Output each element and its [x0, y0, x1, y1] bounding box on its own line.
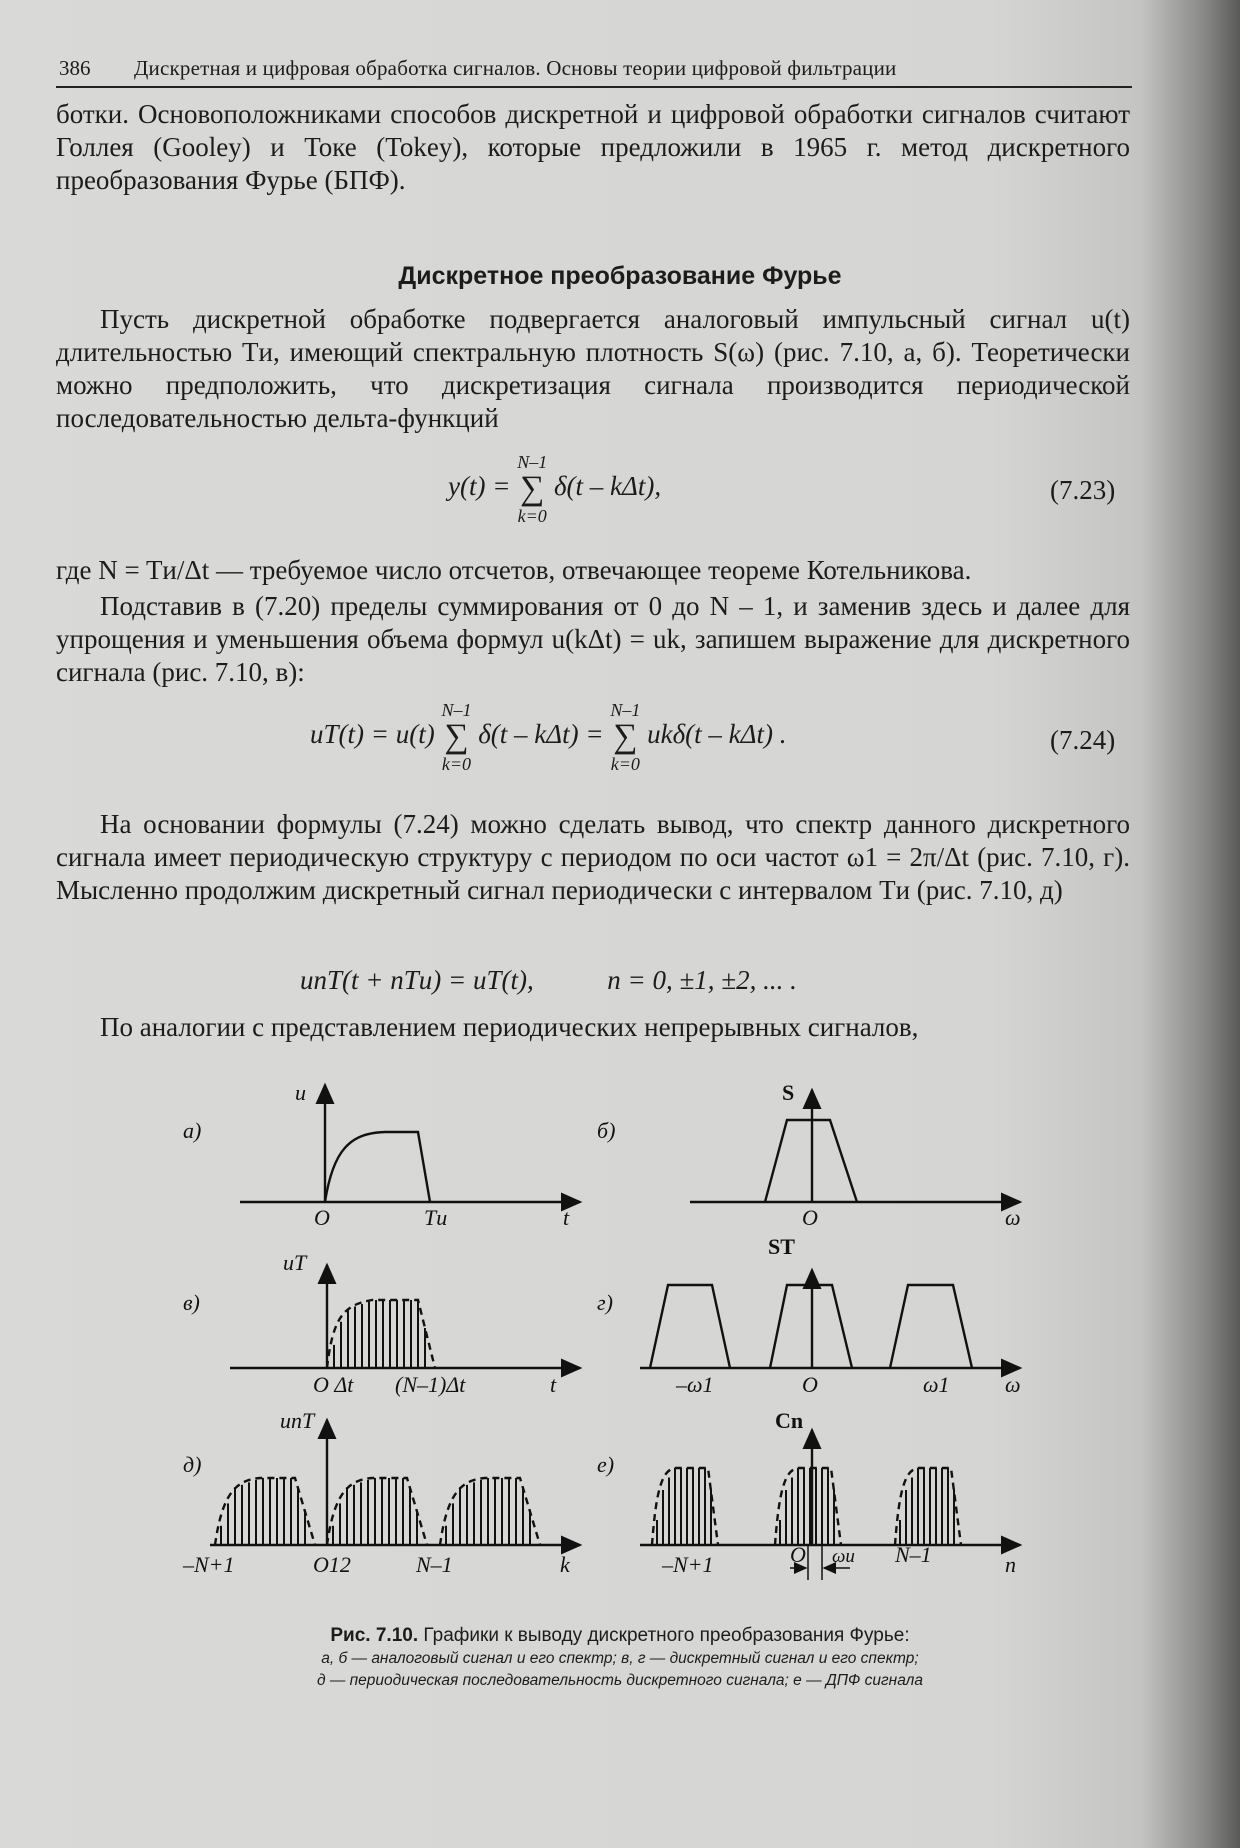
eq-7-24-rhs: ukδ(t – kΔt) .: [647, 719, 787, 750]
eq-7-24-lhs: uT(t) = u(t): [310, 719, 435, 750]
dft-period-left: [652, 1468, 718, 1545]
sample-lines: [657, 1468, 954, 1545]
sample-lines: [221, 1478, 530, 1545]
f-y-label: Cn: [775, 1408, 804, 1433]
a-y-label: u: [295, 1080, 306, 1105]
a-tick-label: Tи: [424, 1205, 448, 1230]
paragraph-5: По аналогии с представлением периодических непрерывных сигналов,: [100, 1012, 919, 1042]
e-tick-neg: –N+1: [183, 1552, 235, 1577]
intro-paragraph: ботки. Основоположниками способов дискретной и цифровой обработки сигналов считают Голлея (Gooley) и Токе (Tokey), которые предложили в 1965 г. метод дискретного преобразования Фурье (БПФ).: [56, 99, 1130, 195]
equation-number-7-24: (7.24): [1050, 725, 1116, 755]
d-tick-neg: –ω1: [676, 1372, 714, 1397]
eq-7-24-sum2-bottom: k=0: [610, 754, 640, 774]
b-y-label: S: [782, 1080, 795, 1105]
eq-7-23-sum: [517, 452, 547, 526]
paragraph-2: где N = Tи/Δt — требуемое число отсчетов, отвечающее теореме Котельникова.: [56, 555, 972, 585]
eq-7-24-sum2-top: N–1: [610, 700, 641, 720]
eq-7-24-sum1-bottom: k=0: [441, 754, 472, 774]
period-left: [215, 1478, 315, 1545]
f-x-label: n: [1005, 1552, 1016, 1577]
panel-b-graph: [690, 1090, 1020, 1202]
f-origin-label: O: [790, 1542, 806, 1567]
c-y-label: uT: [283, 1250, 307, 1275]
c-x-label: t: [550, 1372, 557, 1397]
paragraph-4: На основании формулы (7.24) можно сделать вывод, что спектр данного дискретного сигнала имеет периодическую структуру с периодом по оси частот ω1 = 2π/Δt (рис. 7.10, г). Мысленно продолжим дискретный сигнал периодически с интервалом Tи (рис. 7.10, д): [56, 809, 1130, 905]
eq-7-23-body: δ(t – kΔt),: [553, 471, 662, 502]
panel-e-graph: [210, 1420, 580, 1545]
period-right: [440, 1478, 540, 1545]
d-origin-label: O: [802, 1372, 818, 1397]
figure-7-10: [0, 1060, 1240, 1620]
sigma-symbol: ∑: [520, 470, 545, 507]
eq-7-24-sum1-top: N–1: [441, 700, 472, 720]
b-origin-label: O: [802, 1205, 818, 1230]
running-header: [56, 54, 1132, 88]
spectrum-copy-left: [650, 1285, 730, 1368]
c-tick2-label: (N–1)Δt: [395, 1372, 466, 1397]
eq-7-24-sum2: [610, 700, 640, 774]
e-y-label: unT: [280, 1408, 315, 1433]
eq-periodic-rhs: n = 0, ±1, ±2, ... .: [607, 965, 797, 995]
spectrum-copy-right: [890, 1285, 972, 1368]
panel-label-e: д): [183, 1452, 202, 1477]
figure-caption-label: Рис. 7.10.: [330, 1625, 419, 1646]
b-x-label: ω: [1005, 1205, 1021, 1230]
e-tick-pos: N–1: [416, 1552, 453, 1577]
a-origin-label: O: [314, 1205, 330, 1230]
equation-7-23: [448, 452, 661, 526]
period-center: [327, 1478, 427, 1545]
figure-caption-line-2: а, б — аналоговый сигнал и его спектр; в, г — дискретный сигнал и его спектр;: [321, 1650, 919, 1667]
eq-7-24-middle: δ(t – kΔt) =: [478, 719, 604, 750]
page-number: 386: [59, 56, 91, 80]
running-title: Дискретная и цифровая обработка сигналов. Основы теории цифровой фильтрации: [134, 56, 897, 80]
figure-caption-text: Графики к выводу дискретного преобразования Фурье:: [423, 1625, 910, 1646]
eq-7-23-sum-top: N–1: [517, 452, 548, 472]
paragraph-3: Подставив в (7.20) пределы суммирования от 0 до N – 1, и заменив здесь и далее для упрощения и уменьшения объема формул u(kΔt) = uk, запишем выражение для дискретного сигнала (рис. 7.10, в):: [56, 591, 1130, 687]
panel-c-graph: [230, 1265, 580, 1368]
f-tick-mid: ωи: [832, 1546, 855, 1567]
d-tick-pos: ω1: [923, 1372, 950, 1397]
d-y-label: ST: [768, 1234, 795, 1259]
panel-d-graph: [640, 1270, 1020, 1368]
sigma-symbol: ∑: [444, 718, 469, 755]
d-x-label: ω: [1005, 1372, 1021, 1397]
panel-a-graph: [240, 1085, 580, 1202]
eq-7-23-sum-bottom: k=0: [517, 506, 547, 526]
panel-label-c: в): [183, 1290, 200, 1315]
e-origin-label: O12: [313, 1552, 351, 1577]
eq-7-24-sum1: [441, 700, 471, 774]
panel-label-a: а): [183, 1118, 202, 1143]
figure-caption-line-3: д — периодическая последовательность дискретного сигнала; е — ДПФ сигнала: [316, 1672, 924, 1689]
paragraph-1: Пусть дискретной обработке подвергается аналоговый импульсный сигнал u(t) длительностью Tи, имеющий спектральную плотность S(ω) (рис. 7.10, а, б). Теоретически можно предположить, что дискретизация сигнала производится периодической последовательностью дельта-функций: [56, 304, 1130, 433]
panel-label-b: б): [597, 1118, 616, 1143]
dft-period-center: [775, 1468, 841, 1545]
dft-period-right: [895, 1468, 961, 1545]
eq-periodic-lhs: unT(t + nTи) = uT(t),: [300, 965, 534, 995]
analog-pulse: [325, 1132, 430, 1202]
equation-7-24: [310, 700, 786, 774]
figure-caption-title: [0, 1625, 1240, 1647]
panel-label-d: г): [597, 1290, 613, 1315]
sample-lines: [334, 1300, 425, 1368]
eq-7-23-lhs: y(t) =: [448, 471, 511, 502]
sigma-symbol: ∑: [613, 718, 638, 755]
e-x-label: k: [560, 1552, 570, 1577]
f-tick-neg: –N+1: [662, 1552, 714, 1577]
section-title: Дискретное преобразование Фурье: [398, 262, 842, 290]
panel-label-f: е): [597, 1452, 615, 1477]
equation-number-7-23: (7.23): [1050, 475, 1116, 505]
c-origin-ticks: O Δt: [313, 1372, 354, 1397]
f-tick-pos: N–1: [895, 1542, 932, 1567]
equation-periodic: [300, 965, 797, 996]
a-x-label: t: [563, 1205, 570, 1230]
